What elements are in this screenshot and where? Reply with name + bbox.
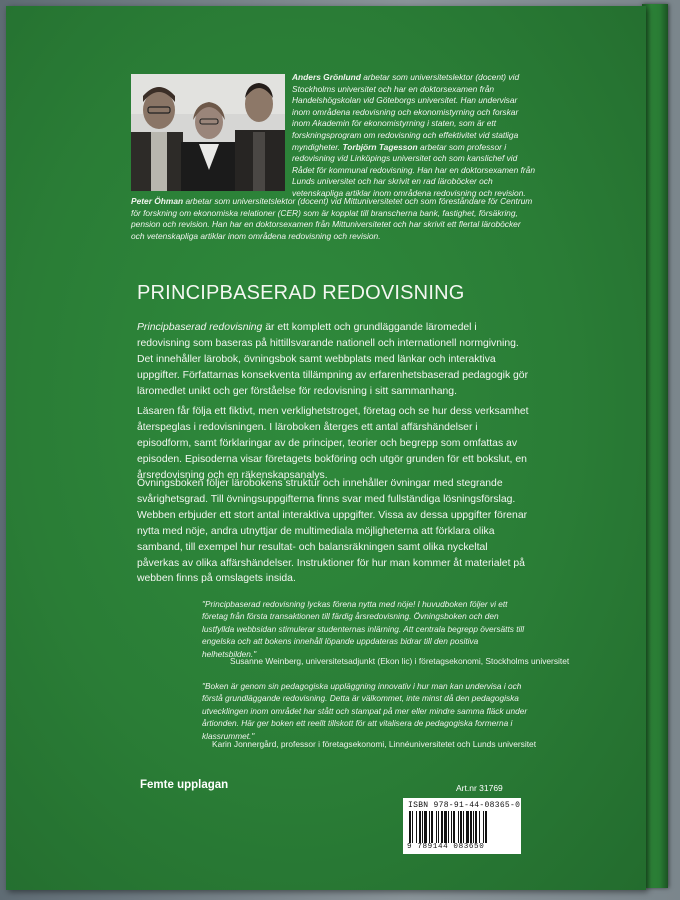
review-quote-1-author: Susanne Weinberg, universitetsadjunkt (Ekon lic) i företagsekonomi, Stockholms universitet (230, 656, 570, 666)
author-bio-3-text: arbetar som universitetslektor (docent) vid Mittuniversitetet och som föreståndare för Centrum för forskning om ekonomiska relationer (CER) som är kopplat till branscherna bank, fastighet, försäkring, pension och revision. Han har en doktorsexamen från Mittuniversitetet och har skrivit ett flertal läroböcker och vetenskapliga artiklar inom områdena redovisning och revision. (131, 196, 533, 241)
author-name-2: Torbjörn Tagesson (342, 141, 418, 152)
author-bio-3 (131, 196, 536, 242)
edition-label: Femte upplagan (140, 779, 229, 791)
barcode-digits: 9 789144 083650 (407, 843, 485, 851)
isbn-barcode (403, 798, 521, 854)
author-photo (131, 74, 285, 191)
description-paragraph-1-text: är ett komplett och grundläggande läromedel i redovisning som baseras på hittillsvarande nationell och internationell normgivning. Det innehåller lärobok, övningsbok samt webbplats med länkar och interaktiva uppgifter. Författarnas konsekventa tillämpning av erfarenhetsbaserad pedagogik gör läromedlet unikt och ger förståelse för redovisning i sitt sammanhang. (137, 322, 529, 397)
barcode-icon (407, 811, 517, 843)
description-paragraph-3: Övningsboken följer lärobokens struktur och innehåller övningar med stegrande svårighetsgrad. Till övningsuppgifterna finns svar med fullständiga lösningsförslag. Webben erbjuder ett stort antal interaktiva uppgifter. Vissa av dessa uppgifter förenar nytta med nöje, andra utnyttjar de multimediala möjligheterna att förklara olika samband, till exempel hur resultat- och balansräkningen samt olika nyckeltal påverkas av olika affärshändelser. Instruktioner för hur man kommer åt materialet på webben finns på omslagets insida. (137, 478, 528, 585)
author-name-3: Peter Öhman (131, 196, 184, 206)
author-name-1: Anders Grönlund (292, 72, 361, 82)
description-title-italic: Principbaserad redovisning (137, 322, 263, 333)
review-quote-2-author: Karin Jonnergård, professor i företagsekonomi, Linnéuniversitetet och Lunds universitet (212, 739, 537, 749)
isbn-text: ISBN 978-91-44-08365-0 (408, 801, 521, 810)
review-quote-1: "Principbaserad redovisning lyckas förena nytta med nöje! I huvudboken följer vi ett företag från första transaktionen till färdig årsredovisning. Övningsboken och den lustfyllda webbsidan stimulerar studenternas inlärning. Att centrala begrepp översätts till engelska och att bokens innehåll löpande uppdateras bidrar till den positiva helhetsbilden." (202, 599, 525, 659)
description-paragraph-2: Läsaren får följa ett fiktivt, men verklighetstroget, företag och se hur dess verksamhet återspeglas i redovisningen. I läroboken återges ett antal affärshändelser i episodform, samt förklaringar av de principer, teorier och begrepp som omfattas av episoden. Episoderna visar företagets bokföring och utgör grunden för ett bokslut, en årsredovisning och en räkenskapsanalys. (137, 406, 529, 481)
author-bio-1 (292, 72, 537, 200)
author-bio-2-text: arbetar som professor i redovisning vid Linköpings universitet och som kanslichef vid Rådet för kommunal redovisning. Han har en doktorsexamen från Lunds universitet och har skrivit en rad läroböcker och vetenskapliga artiklar inom områdena redovisning och revision. (292, 141, 536, 198)
review-quote-2: "Boken är genom sin pedagogiska uppläggning innovativ i hur man kan undervisa i och förstå grundläggande redovisning. Detta är välkommet, inte minst då den pedagogiska utvecklingen inom området har stått och stampat på mer eller mindre samma fläck under årtionden. Här ger boken ett reellt tillskott för att vitalisera de pedagogiska formerna i klassrummet." (202, 681, 528, 741)
book-title: PRINCIPBASERAD REDOVISNING (137, 282, 465, 304)
article-number: Art.nr 31769 (456, 783, 503, 793)
author-bio-1-text: arbetar som universitetslektor (docent) vid Stockholms universitet och har en doktorsexamen från Handelshögskolan vid Göteborgs universitet. Han undervisar inom områdena redovisning och ekonomistyrning och forskar inom Akademin för ekonomistyrning i staten, som är ett forskningsprogram om redovisning och effektivitet vid statliga myndigheter. (292, 72, 520, 152)
description-paragraph-1 (137, 320, 532, 400)
